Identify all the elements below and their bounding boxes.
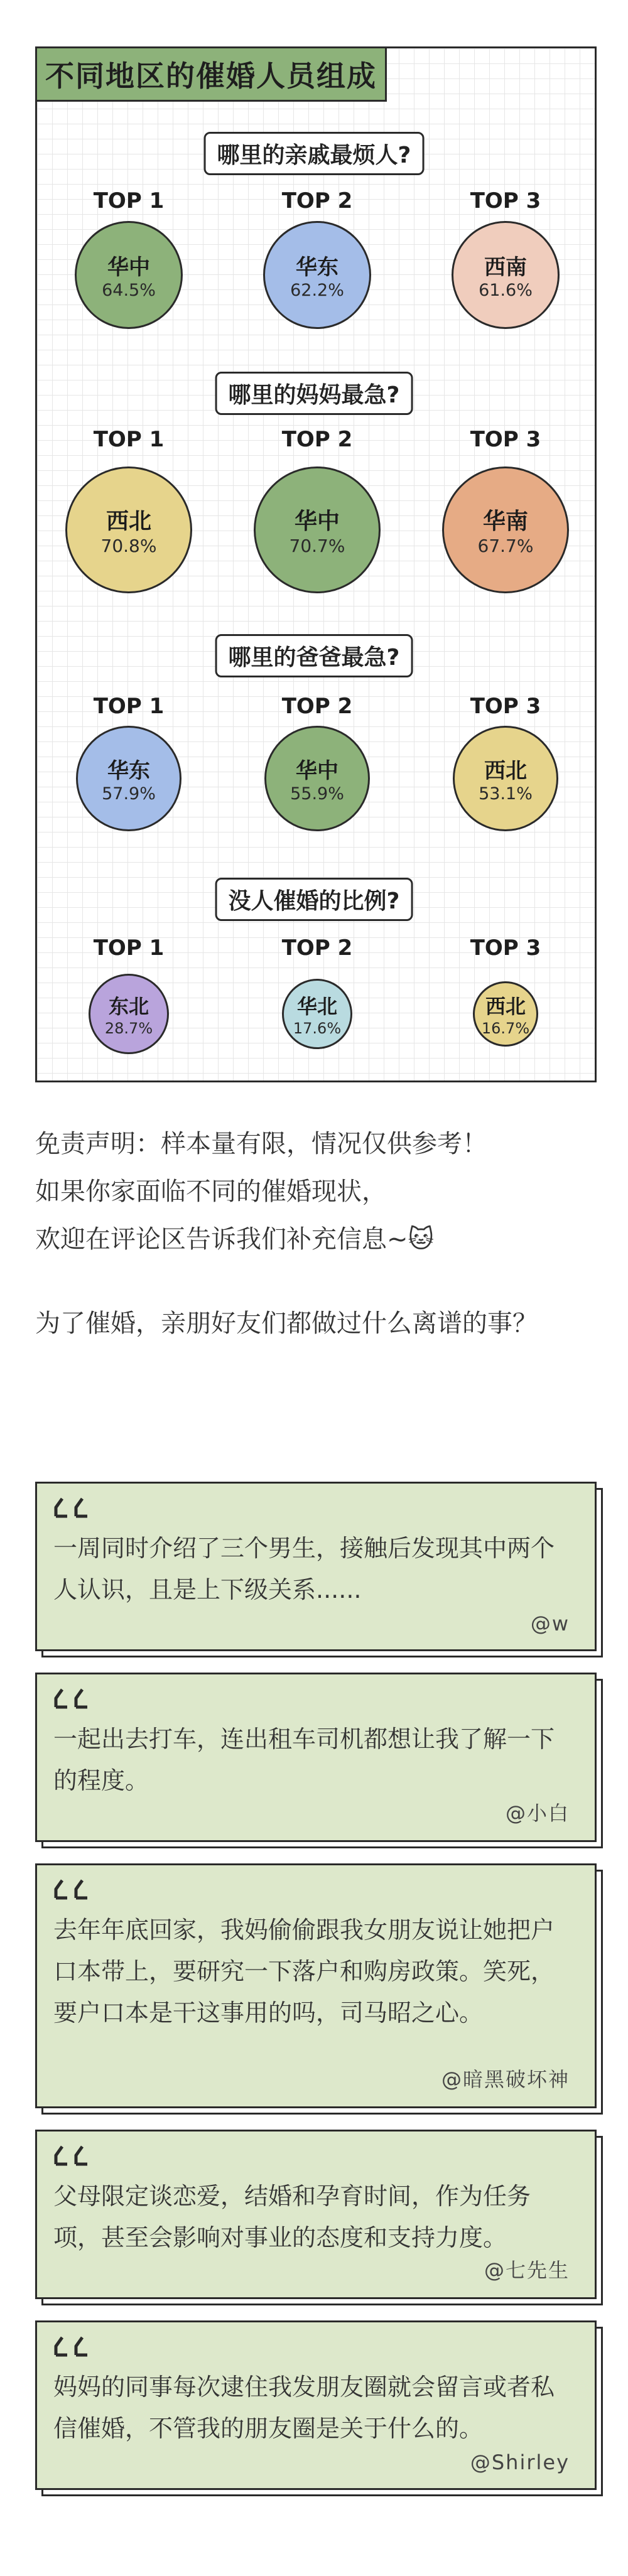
region-name: 华南 (482, 509, 528, 534)
region-percent: 55.9% (290, 784, 344, 804)
quote-text: 妈妈的同事每次逮住我发朋友圈就会留言或者私信催婚，不管我的朋友圈是关于什么的。 (53, 2373, 555, 2442)
quote-card (35, 2130, 597, 2299)
quote-mark-icon (53, 2143, 104, 2168)
rank-label: TOP 3 (470, 188, 541, 213)
region-bubble (75, 221, 183, 329)
section-question: 哪里的亲戚最烦人? (204, 132, 425, 175)
quote-card (35, 1482, 597, 1651)
region-name: 华中 (296, 758, 338, 784)
quote-author: @暗黑破坏神 (441, 2067, 570, 2091)
rank-label: TOP 1 (93, 694, 165, 719)
quote-text: 一周同时介绍了三个男生，接触后发现其中两个人认识，且是上下级关系...... (53, 1534, 555, 1603)
quote-author: @小白 (505, 1801, 570, 1825)
region-name: 西北 (484, 758, 527, 784)
rank-label: TOP 3 (470, 935, 541, 961)
region-percent: 53.1% (479, 784, 533, 804)
quote-author: @七先生 (484, 2258, 570, 2282)
quote-mark-icon (53, 1495, 104, 1520)
region-name: 华中 (107, 255, 150, 280)
region-bubble (76, 726, 181, 831)
quote-card-face (35, 2320, 597, 2490)
region-name: 华东 (107, 758, 150, 784)
region-percent: 70.7% (289, 536, 345, 556)
cat-emoji-icon: 🐱 (408, 1225, 435, 1254)
region-name: 西北 (106, 509, 151, 534)
rank-label: TOP 2 (281, 694, 353, 719)
notes-line-2: 如果你家面临不同的催婚现状， (35, 1177, 387, 1206)
infographic-title: 不同地区的催婚人员组成 (35, 46, 387, 102)
quote-card-face (35, 1863, 597, 2108)
region-bubble (89, 974, 169, 1054)
region-percent: 28.7% (104, 1020, 153, 1037)
region-bubble (442, 466, 569, 593)
rank-label: TOP 2 (281, 935, 353, 961)
rank-label: TOP 3 (470, 427, 541, 452)
section-question: 哪里的爸爸最急? (215, 634, 413, 677)
region-name: 东北 (108, 994, 149, 1018)
region-percent: 61.6% (479, 281, 533, 300)
region-percent: 57.9% (102, 784, 156, 804)
region-bubble (282, 979, 352, 1049)
quote-mark-icon (53, 2334, 104, 2359)
rank-label: TOP 2 (281, 188, 353, 213)
region-bubble (263, 221, 371, 329)
quote-card-face (35, 1482, 597, 1651)
quote-mark-icon (53, 1877, 104, 1902)
region-name: 华中 (294, 509, 340, 534)
notes-line-3-text: 欢迎在评论区告诉我们补充信息~ (35, 1225, 408, 1254)
quote-mark-icon (53, 1686, 104, 1711)
quote-card-face (35, 2130, 597, 2299)
region-bubble (453, 726, 558, 831)
region-percent: 70.8% (100, 536, 157, 556)
section-question: 哪里的妈妈最急? (215, 372, 413, 415)
region-bubble (65, 466, 192, 593)
region-name: 华北 (296, 994, 337, 1018)
region-percent: 17.6% (293, 1020, 342, 1037)
section-question: 没人催婚的比例? (215, 878, 413, 921)
rank-label: TOP 1 (93, 427, 165, 452)
rank-label: TOP 1 (93, 188, 165, 213)
region-name: 华东 (296, 255, 338, 280)
disclaimer-text: 免责声明：样本量有限，情况仅供参考！ (35, 1129, 487, 1158)
region-percent: 16.7% (481, 1020, 530, 1037)
region-bubble (254, 466, 381, 593)
region-bubble (452, 221, 560, 329)
quote-text: 去年年底回家，我妈偷偷跟我女朋友说让她把户口本带上，要研究一下落户和购房政策。笑死，要户口本是干这事用的吗，司马昭之心。 (53, 1916, 555, 2027)
region-name: 西北 (485, 994, 526, 1018)
quote-author: @Shirley (470, 2450, 570, 2474)
region-name: 西南 (484, 255, 527, 280)
quote-card (35, 1673, 597, 1842)
region-percent: 64.5% (102, 281, 156, 300)
rank-label: TOP 2 (281, 427, 353, 452)
quote-card (35, 2320, 597, 2490)
rank-label: TOP 3 (470, 694, 541, 719)
region-percent: 67.7% (477, 536, 534, 556)
notes-question: 为了催婚，亲朋好友们都做过什么离谱的事？ (35, 1309, 538, 1338)
region-percent: 62.2% (290, 281, 344, 300)
quote-author: @w (530, 1612, 570, 1636)
quote-text: 父母限定谈恋爱，结婚和孕育时间，作为任务项，甚至会影响对事业的态度和支持力度。 (53, 2182, 531, 2251)
quote-text: 一起出去打车，连出租车司机都想让我了解一下的程度。 (53, 1725, 555, 1794)
quote-card (35, 1863, 597, 2108)
rank-label: TOP 1 (93, 935, 165, 961)
notes-line-3 (35, 1219, 434, 1255)
region-bubble (264, 726, 370, 831)
quote-card-face (35, 1673, 597, 1842)
region-bubble (473, 981, 538, 1047)
